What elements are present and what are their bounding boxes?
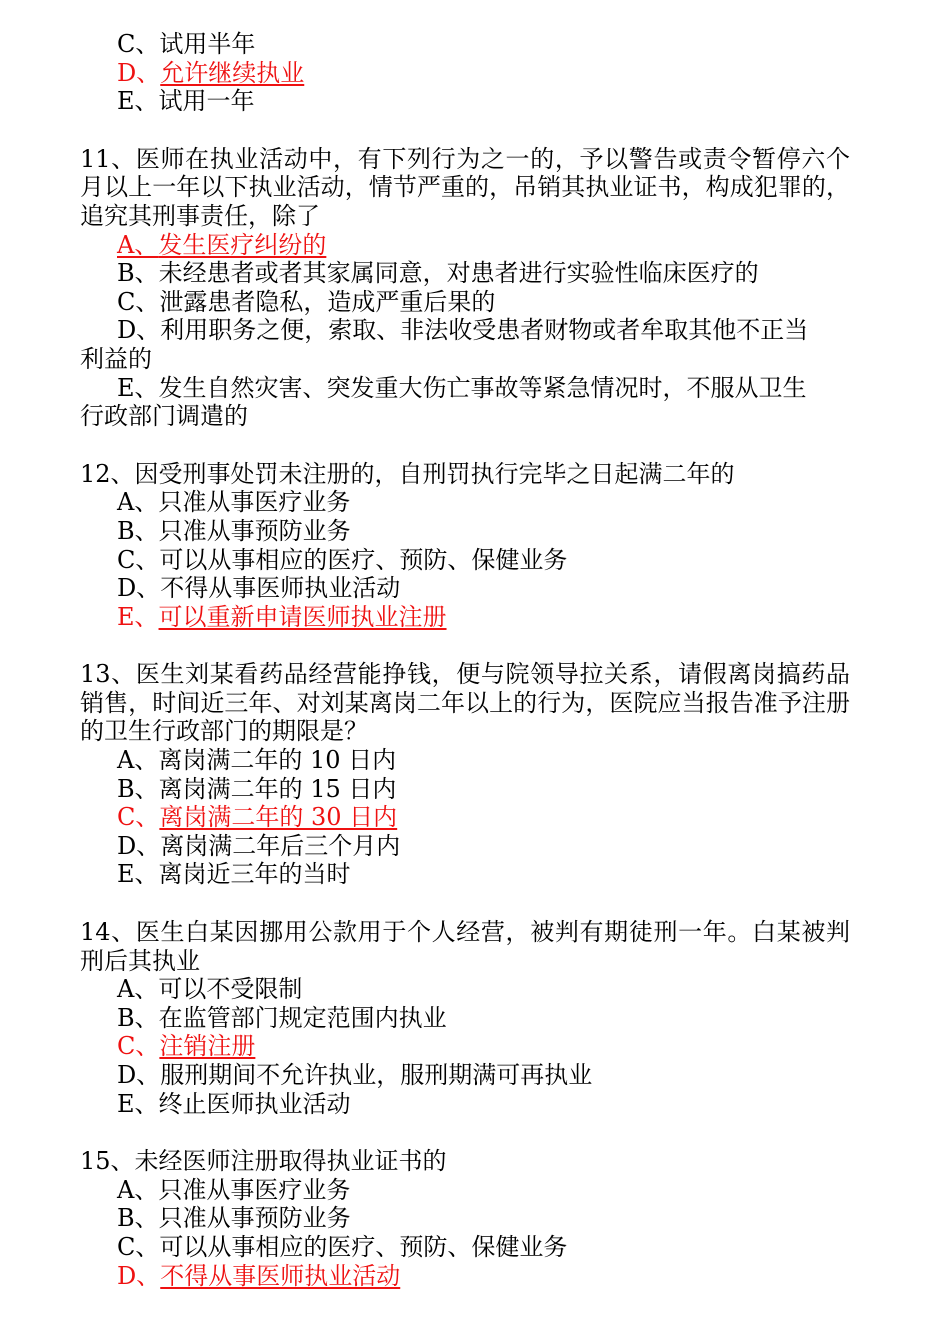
question-stem: 15、未经医师注册取得执业证书的 <box>80 1147 447 1176</box>
option-d-continuation: 利益的 <box>80 344 152 373</box>
option-a <box>80 975 950 1004</box>
spacer <box>80 1118 950 1147</box>
question-14 <box>80 918 950 1118</box>
question-stem: 12、因受刑事处罚未注册的，自刑罚执行完毕之日起满二年的 <box>80 459 735 488</box>
spacer <box>80 431 950 460</box>
option-e-continuation: 行政部门调遣的 <box>80 402 248 431</box>
option-text: 终止医师执业活动 <box>158 1089 351 1118</box>
option-text: 允许继续执业 <box>160 58 305 87</box>
option-text: 只准从事预防业务 <box>158 1204 351 1233</box>
option-letter: A、 <box>117 230 159 259</box>
option-letter: E、 <box>117 860 159 889</box>
option-text: 未经患者或者其家属同意，对患者进行实验性临床医疗的 <box>158 259 759 288</box>
option-a-correct <box>80 231 950 260</box>
option-text: 离岗满二年后三个月内 <box>160 831 401 860</box>
spacer <box>80 116 950 145</box>
option-e <box>80 87 950 116</box>
option-letter: C、 <box>117 1032 160 1061</box>
option-letter: E、 <box>117 87 159 116</box>
option-letter: B、 <box>117 259 159 288</box>
option-a <box>80 1176 950 1205</box>
option-text: 发生自然灾害、突发重大伤亡事故等紧急情况时，不服从卫生 <box>158 373 807 402</box>
question-stem: 14、医生白某因挪用公款用于个人经营，被判有期徒刑一年。白某被判刑后其执业 <box>80 918 850 975</box>
option-letter: A、 <box>117 488 159 517</box>
option-text: 离岗近三年的当时 <box>158 860 351 889</box>
question-15 <box>80 1147 950 1290</box>
option-letter: D、 <box>117 1261 161 1290</box>
option-text: 只准从事医疗业务 <box>158 488 351 517</box>
option-e <box>80 1090 950 1119</box>
option-a <box>80 746 950 775</box>
option-b <box>80 1204 950 1233</box>
option-letter: C、 <box>117 1232 160 1261</box>
option-text: 服刑期间不允许执业，服刑期满可再执业 <box>160 1061 593 1089</box>
option-c <box>80 1233 950 1262</box>
option-text: 试用半年 <box>159 30 256 58</box>
option-c <box>80 546 950 575</box>
option-letter: D、 <box>117 316 161 345</box>
option-e-correct <box>80 603 950 632</box>
option-text: 试用一年 <box>158 87 255 116</box>
option-text: 注销注册 <box>159 1032 256 1061</box>
option-text: 发生医疗纠纷的 <box>158 230 327 259</box>
option-text: 可以重新申请医师执业注册 <box>158 602 447 631</box>
question-11 <box>80 145 950 431</box>
option-letter: A、 <box>117 746 159 775</box>
option-letter: C、 <box>117 30 160 58</box>
option-e <box>80 374 950 403</box>
option-text: 只准从事预防业务 <box>158 516 351 545</box>
option-e <box>80 860 950 889</box>
option-letter: C、 <box>117 287 160 316</box>
option-b <box>80 517 950 546</box>
option-letter: D、 <box>117 58 161 87</box>
option-d-correct <box>80 59 950 88</box>
option-c-correct <box>80 1032 950 1061</box>
option-letter: C、 <box>117 803 160 832</box>
spacer <box>80 889 950 918</box>
option-letter: B、 <box>117 1204 159 1233</box>
option-d <box>80 832 950 861</box>
option-letter: D、 <box>117 574 161 603</box>
option-d <box>80 574 950 603</box>
option-letter: A、 <box>117 975 159 1004</box>
option-text: 不得从事医师执业活动 <box>160 574 401 603</box>
option-b <box>80 259 950 288</box>
option-text: 可以从事相应的医疗、预防、保健业务 <box>159 1232 568 1261</box>
option-d <box>80 316 950 345</box>
option-letter: E、 <box>117 373 159 402</box>
option-b <box>80 775 950 804</box>
option-c-correct <box>80 803 950 832</box>
question-13 <box>80 660 950 889</box>
option-d <box>80 1061 950 1090</box>
option-letter: E、 <box>117 1089 159 1118</box>
option-text: 在监管部门规定范围内执业 <box>158 1003 447 1032</box>
option-text: 可以不受限制 <box>158 975 303 1004</box>
option-letter: B、 <box>117 1003 159 1032</box>
option-text: 泄露患者隐私，造成严重后果的 <box>159 287 496 316</box>
question-stem: 13、医生刘某看药品经营能挣钱，便与院领导拉关系，请假离岗搞药品销售，时间近三年、对刘某离岗二年以上的行为，医院应当报告准予注册的卫生行政部门的期限是？ <box>80 660 850 746</box>
option-letter: C、 <box>117 545 160 574</box>
option-text: 只准从事医疗业务 <box>158 1175 351 1204</box>
option-text: 可以从事相应的医疗、预防、保健业务 <box>159 545 568 574</box>
option-letter: B、 <box>117 774 159 803</box>
question-12 <box>80 460 950 632</box>
option-letter: D、 <box>117 831 161 860</box>
option-letter: A、 <box>117 1175 159 1204</box>
option-letter: E、 <box>117 602 159 631</box>
option-letter: D、 <box>117 1061 161 1089</box>
spacer <box>80 631 950 660</box>
question-stem: 11、医师在执业活动中，有下列行为之一的，予以警告或责令暂停六个月以上一年以下执业活动，情节严重的，吊销其执业证书，构成犯罪的，追究其刑事责任，除了 <box>80 144 850 230</box>
option-d-correct <box>80 1262 950 1291</box>
option-text: 离岗满二年的 10 日内 <box>158 746 397 775</box>
option-text: 不得从事医师执业活动 <box>160 1261 401 1290</box>
option-text: 利用职务之便，索取、非法收受患者财物或者牟取其他不正当 <box>160 316 809 345</box>
option-c <box>80 30 950 59</box>
option-b <box>80 1004 950 1033</box>
continued-options <box>80 30 950 116</box>
option-c <box>80 288 950 317</box>
option-text: 离岗满二年的 30 日内 <box>159 803 398 832</box>
option-letter: B、 <box>117 516 159 545</box>
option-text: 离岗满二年的 15 日内 <box>158 774 397 803</box>
option-a <box>80 488 950 517</box>
